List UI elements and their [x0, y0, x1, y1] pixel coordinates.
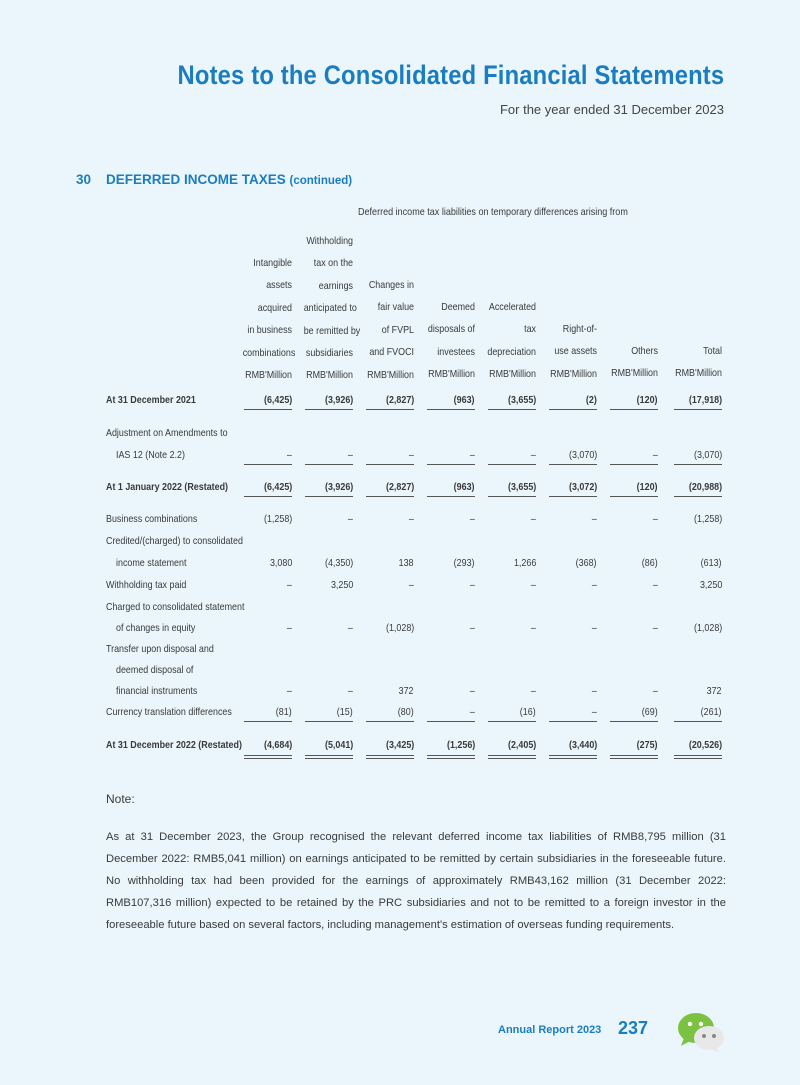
table-rule [427, 409, 475, 410]
note-heading: Note: [106, 792, 135, 806]
table-rule [488, 496, 536, 497]
table-rule [244, 721, 292, 722]
table-cell: (3,926) [324, 394, 353, 406]
table-cell: – [409, 449, 414, 461]
table-rule [305, 464, 353, 465]
table-cell: – [287, 685, 292, 697]
table-cell: 138 [399, 557, 414, 569]
table-cell: – [348, 449, 353, 461]
table-cell: – [653, 513, 658, 525]
page-number: 237 [618, 1018, 649, 1038]
table-cell: – [531, 685, 536, 697]
table-cell: 372 [707, 685, 722, 697]
col-header-accelerated-depreciation: Accelerated tax depreciation RMB'Million [487, 301, 536, 381]
section-heading [76, 172, 352, 187]
table-rule [674, 496, 722, 497]
table-rule [244, 464, 292, 465]
table-double-rule [244, 755, 292, 759]
table-cell: – [592, 706, 597, 718]
table-cell: (120) [637, 481, 658, 493]
table-rule [488, 464, 536, 465]
table-cell: (3,070) [568, 449, 597, 461]
table-cell: – [653, 622, 658, 634]
table-double-rule [674, 755, 722, 759]
table-cell: (3,655) [507, 394, 536, 406]
table-double-rule [549, 755, 597, 759]
col-header-fair-value-changes: Changes in fair value of FVPL and FVOCI RMB'Million [367, 279, 414, 381]
table-rule [305, 496, 353, 497]
table-cell: (1,256) [446, 739, 475, 751]
table-cell: (261) [701, 706, 722, 718]
table-cell: – [592, 622, 597, 634]
table-cell: (17,918) [688, 394, 722, 406]
table-cell: – [287, 449, 292, 461]
table-rule [366, 496, 414, 497]
table-cell: (2,405) [507, 739, 536, 751]
table-cell: (86) [642, 557, 658, 569]
table-cell: – [653, 449, 658, 461]
table-cell: – [531, 579, 536, 591]
table-cell: (6,425) [263, 394, 292, 406]
table-cell: (1,258) [263, 513, 292, 525]
section-number: 30 [76, 172, 92, 187]
col-header-deemed-disposals: Deemed disposals of investees RMB'Million [427, 301, 475, 381]
table-group-header: Deferred income tax liabilities on temporary differences arising from [358, 206, 628, 218]
table-cell: (3,070) [693, 449, 722, 461]
table-cell: 3,250 [330, 579, 353, 591]
table-cell: – [409, 513, 414, 525]
table-double-rule [305, 755, 353, 759]
table-cell: (20,988) [688, 481, 722, 493]
table-cell: – [287, 579, 292, 591]
table-cell: – [348, 622, 353, 634]
table-rule [305, 721, 353, 722]
table-cell: (1,028) [693, 622, 722, 634]
col-header-total: Total RMB'Million [675, 345, 722, 380]
table-cell: (4,684) [263, 739, 292, 751]
table-rule [244, 496, 292, 497]
table-cell: (2) [586, 394, 597, 406]
table-cell: (3,440) [568, 739, 597, 751]
table-cell: – [592, 579, 597, 591]
table-cell: – [470, 513, 475, 525]
table-cell: (2,827) [385, 481, 414, 493]
table-cell: (963) [454, 481, 475, 493]
table-cell: (1,028) [385, 622, 414, 634]
table-rule [549, 496, 597, 497]
col-header-others: Others RMB'Million [611, 345, 658, 380]
table-rule [549, 721, 597, 722]
table-cell: (3,072) [568, 481, 597, 493]
page-subtitle: For the year ended 31 December 2023 [499, 102, 724, 117]
table-cell: (80) [398, 706, 414, 718]
table-rule [366, 409, 414, 410]
table-double-rule [610, 755, 658, 759]
table-cell: – [348, 513, 353, 525]
table-cell: (963) [454, 394, 475, 406]
table-rule [427, 496, 475, 497]
table-cell: (81) [276, 706, 292, 718]
section-continued: (continued) [289, 175, 353, 187]
table-rule [674, 721, 722, 722]
table-cell: – [592, 513, 597, 525]
table-cell: – [470, 449, 475, 461]
table-cell: (4,350) [324, 557, 353, 569]
col-header-withholding-tax: Withholding tax on the earnings anticipated to be remitted by subsidiaries RMB'Million [303, 235, 361, 382]
page-title: Notes to the Consolidated Financial Statements [177, 60, 724, 90]
table-cell: – [470, 579, 475, 591]
table-cell: – [653, 685, 658, 697]
table-cell: (3,655) [507, 481, 536, 493]
table-rule [549, 409, 597, 410]
table-cell: (69) [642, 706, 658, 718]
table-cell: 3,250 [699, 579, 722, 591]
table-cell: (368) [576, 557, 597, 569]
table-rule [427, 721, 475, 722]
table-rule [488, 409, 536, 410]
col-header-right-of-use: Right-of- use assets RMB'Million [550, 323, 597, 380]
table-cell: (2,827) [385, 394, 414, 406]
table-rule [674, 464, 722, 465]
table-cell: (6,425) [263, 481, 292, 493]
table-cell: (16) [520, 706, 536, 718]
table-double-rule [366, 755, 414, 759]
footer-report-name: Annual Report 2023 [498, 1024, 602, 1036]
wechat-logo-icon [676, 1010, 726, 1054]
table-cell: (293) [454, 557, 475, 569]
table-cell: (3,926) [324, 481, 353, 493]
table-cell: (5,041) [324, 739, 353, 751]
section-title: DEFERRED INCOME TAXES [106, 172, 286, 187]
table-rule [610, 409, 658, 410]
table-cell: – [287, 622, 292, 634]
table-rule [244, 409, 292, 410]
note-text: As at 31 December 2023, the Group recognised the relevant deferred income tax liabilities of RMB8,795 million (31 December 2022: RMB5,041 million) on earnings anticipated to be remitted by certain subsidiaries in the foreseeable future. No withholding tax had been provided for the earnings of approximately RMB43,162 million (31 December 2022: RMB107,316 million) expected to be retained by the PRC subsidiaries and not to be remitted to a foreign investor in the foreseeable future based on several factors, including management's estimation of overseas funding requirements. [106, 831, 726, 931]
table-rule [549, 464, 597, 465]
table-cell: – [531, 622, 536, 634]
table-cell: – [470, 622, 475, 634]
table-cell: – [470, 685, 475, 697]
table-rule [366, 721, 414, 722]
table-cell: – [531, 449, 536, 461]
table-cell: (15) [337, 706, 353, 718]
table-cell: 372 [399, 685, 414, 697]
table-cell: (3,425) [385, 739, 414, 751]
col-header-intangible-assets: Intangible assets acquired in business combinations RMB'Million [242, 257, 296, 382]
table-cell: 3,080 [269, 557, 292, 569]
table-cell: – [348, 685, 353, 697]
table-cell: (120) [637, 394, 658, 406]
table-rule [305, 409, 353, 410]
table-cell: – [592, 685, 597, 697]
table-cell: (1,258) [693, 513, 722, 525]
table-cell: (275) [637, 739, 658, 751]
table-cell: – [409, 579, 414, 591]
table-rule [427, 464, 475, 465]
table-cell: – [470, 706, 475, 718]
table-cell: (20,526) [688, 739, 722, 751]
table-rule [674, 409, 722, 410]
table-rule [610, 464, 658, 465]
table-double-rule [427, 755, 475, 759]
table-rule [610, 721, 658, 722]
table-rule [488, 721, 536, 722]
table-cell: – [531, 513, 536, 525]
table-cell: 1,266 [513, 557, 536, 569]
table-cell: (613) [701, 557, 722, 569]
table-double-rule [488, 755, 536, 759]
table-rule [366, 464, 414, 465]
table-cell: – [653, 579, 658, 591]
table-rule [610, 496, 658, 497]
